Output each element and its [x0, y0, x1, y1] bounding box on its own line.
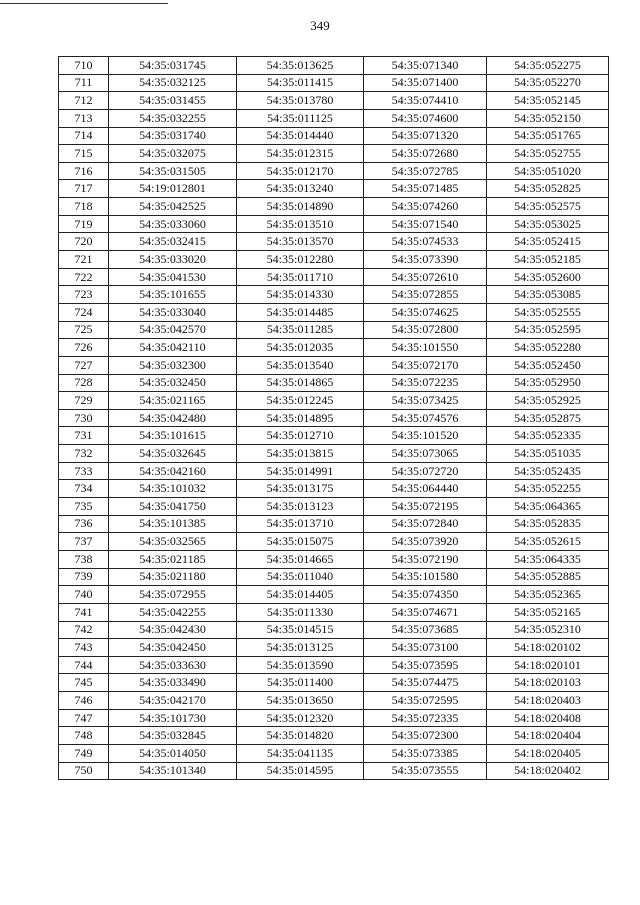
table-row	[59, 621, 609, 639]
code-cell-col2: 54:35:011330	[237, 603, 364, 621]
code-cell-col3: 54:35:072680	[364, 145, 487, 163]
code-cell-col4: 54:35:052150	[487, 109, 609, 127]
row-number-cell: 747	[59, 709, 109, 727]
code-cell-col2: 54:35:014820	[237, 727, 364, 745]
code-cell-col1: 54:35:032415	[109, 233, 237, 251]
code-cell-col2: 54:35:011710	[237, 268, 364, 286]
code-cell-col3: 54:35:071320	[364, 127, 487, 145]
code-cell-col4: 54:35:053025	[487, 215, 609, 233]
table-row	[59, 744, 609, 762]
code-cell-col1: 54:35:101385	[109, 515, 237, 533]
table-row	[59, 109, 609, 127]
row-number-cell: 749	[59, 744, 109, 762]
code-cell-col2: 54:35:013540	[237, 356, 364, 374]
table-row	[59, 233, 609, 251]
row-number-cell: 717	[59, 180, 109, 198]
code-cell-col3: 54:35:074625	[364, 303, 487, 321]
code-cell-col3: 54:35:072190	[364, 550, 487, 568]
code-cell-col1: 54:35:031745	[109, 57, 237, 75]
code-cell-col3: 54:35:073425	[364, 392, 487, 410]
code-cell-col3: 54:35:074600	[364, 109, 487, 127]
code-cell-col1: 54:35:042525	[109, 198, 237, 216]
code-cell-col1: 54:35:101340	[109, 762, 237, 780]
table-row	[59, 445, 609, 463]
page-number: 349	[310, 18, 330, 33]
code-cell-col4: 54:35:052415	[487, 233, 609, 251]
code-cell-col4: 54:18:020405	[487, 744, 609, 762]
code-cell-col1: 54:35:042170	[109, 692, 237, 710]
row-number-cell: 710	[59, 57, 109, 75]
table-row	[59, 127, 609, 145]
row-number-cell: 730	[59, 409, 109, 427]
code-cell-col4: 54:35:052835	[487, 515, 609, 533]
row-number-cell: 728	[59, 374, 109, 392]
code-cell-col3: 54:35:074533	[364, 233, 487, 251]
code-cell-col1: 54:35:033490	[109, 674, 237, 692]
code-cell-col1: 54:35:041750	[109, 498, 237, 516]
row-number-cell: 742	[59, 621, 109, 639]
code-cell-col2: 54:35:013510	[237, 215, 364, 233]
code-cell-col4: 54:35:052825	[487, 180, 609, 198]
code-cell-col2: 54:35:012710	[237, 427, 364, 445]
code-cell-col1: 54:35:101032	[109, 480, 237, 498]
code-cell-col1: 54:35:032255	[109, 109, 237, 127]
code-cell-col1: 54:35:042160	[109, 462, 237, 480]
code-cell-col2: 54:35:013650	[237, 692, 364, 710]
code-cell-col1: 54:35:042450	[109, 639, 237, 657]
row-number-cell: 733	[59, 462, 109, 480]
table-row	[59, 692, 609, 710]
cadastral-code-table	[58, 56, 609, 780]
code-cell-col2: 54:35:015075	[237, 533, 364, 551]
table-row	[59, 162, 609, 180]
code-cell-col1: 54:35:042110	[109, 339, 237, 357]
code-cell-col4: 54:35:052255	[487, 480, 609, 498]
code-cell-col3: 54:35:073385	[364, 744, 487, 762]
code-cell-col4: 54:35:052595	[487, 321, 609, 339]
code-cell-col2: 54:35:014665	[237, 550, 364, 568]
code-cell-col4: 54:35:052925	[487, 392, 609, 410]
code-cell-col4: 54:35:052280	[487, 339, 609, 357]
code-cell-col4: 54:35:051020	[487, 162, 609, 180]
code-cell-col1: 54:35:042480	[109, 409, 237, 427]
code-cell-col4: 54:35:052875	[487, 409, 609, 427]
code-cell-col1: 54:35:031740	[109, 127, 237, 145]
code-cell-col1: 54:35:031455	[109, 92, 237, 110]
table-row	[59, 639, 609, 657]
code-cell-col1: 54:35:101730	[109, 709, 237, 727]
row-number-cell: 737	[59, 533, 109, 551]
code-cell-col2: 54:35:012245	[237, 392, 364, 410]
row-number-cell: 715	[59, 145, 109, 163]
table-row	[59, 550, 609, 568]
code-cell-col1: 54:35:021185	[109, 550, 237, 568]
row-number-cell: 713	[59, 109, 109, 127]
code-cell-col2: 54:35:011400	[237, 674, 364, 692]
code-cell-col2: 54:35:014865	[237, 374, 364, 392]
row-number-cell: 718	[59, 198, 109, 216]
table-row	[59, 727, 609, 745]
row-number-cell: 745	[59, 674, 109, 692]
code-cell-col4: 54:35:052310	[487, 621, 609, 639]
code-cell-col4: 54:35:052575	[487, 198, 609, 216]
code-cell-col4: 54:35:052270	[487, 74, 609, 92]
row-number-cell: 743	[59, 639, 109, 657]
code-cell-col3: 54:35:072335	[364, 709, 487, 727]
code-cell-col2: 54:35:012035	[237, 339, 364, 357]
table-row	[59, 268, 609, 286]
row-number-cell: 720	[59, 233, 109, 251]
code-cell-col3: 54:35:064440	[364, 480, 487, 498]
row-number-cell: 736	[59, 515, 109, 533]
code-cell-col3: 54:35:073390	[364, 251, 487, 269]
code-cell-col3: 54:35:071485	[364, 180, 487, 198]
code-cell-col3: 54:35:072235	[364, 374, 487, 392]
code-cell-col4: 54:35:052755	[487, 145, 609, 163]
code-cell-col3: 54:35:074576	[364, 409, 487, 427]
code-cell-col3: 54:35:073100	[364, 639, 487, 657]
table-row	[59, 462, 609, 480]
code-cell-col3: 54:35:101580	[364, 568, 487, 586]
code-cell-col3: 54:35:101550	[364, 339, 487, 357]
code-cell-col1: 54:35:042570	[109, 321, 237, 339]
code-cell-col3: 54:35:074410	[364, 92, 487, 110]
table-row	[59, 603, 609, 621]
code-cell-col4: 54:35:064335	[487, 550, 609, 568]
code-cell-col4: 54:35:052450	[487, 356, 609, 374]
code-cell-col4: 54:18:020402	[487, 762, 609, 780]
code-cell-col4: 54:35:052275	[487, 57, 609, 75]
code-cell-col2: 54:35:011415	[237, 74, 364, 92]
code-cell-col1: 54:35:032300	[109, 356, 237, 374]
table-row	[59, 374, 609, 392]
code-cell-col1: 54:35:032125	[109, 74, 237, 92]
code-cell-col4: 54:35:052435	[487, 462, 609, 480]
row-number-cell: 727	[59, 356, 109, 374]
code-cell-col1: 54:35:041530	[109, 268, 237, 286]
table-row	[59, 480, 609, 498]
table-row	[59, 57, 609, 75]
row-number-cell: 744	[59, 656, 109, 674]
code-cell-col3: 54:35:073685	[364, 621, 487, 639]
table-row	[59, 409, 609, 427]
code-cell-col2: 54:35:014991	[237, 462, 364, 480]
row-number-cell: 741	[59, 603, 109, 621]
table-row	[59, 198, 609, 216]
code-cell-col1: 54:35:032450	[109, 374, 237, 392]
table-row	[59, 656, 609, 674]
table-row	[59, 321, 609, 339]
code-cell-col4: 54:35:052185	[487, 251, 609, 269]
code-cell-col4: 54:18:020404	[487, 727, 609, 745]
code-cell-col2: 54:35:014485	[237, 303, 364, 321]
code-cell-col2: 54:35:013240	[237, 180, 364, 198]
code-cell-col1: 54:35:021165	[109, 392, 237, 410]
code-cell-col3: 54:35:072785	[364, 162, 487, 180]
code-cell-col2: 54:35:013780	[237, 92, 364, 110]
code-cell-col3: 54:35:072800	[364, 321, 487, 339]
table-row	[59, 568, 609, 586]
code-cell-col2: 54:35:013123	[237, 498, 364, 516]
code-cell-col4: 54:35:052365	[487, 586, 609, 604]
code-cell-col1: 54:35:032845	[109, 727, 237, 745]
code-cell-col1: 54:35:042255	[109, 603, 237, 621]
code-cell-col2: 54:35:013625	[237, 57, 364, 75]
code-cell-col3: 54:35:072170	[364, 356, 487, 374]
row-number-cell: 711	[59, 74, 109, 92]
row-number-cell: 726	[59, 339, 109, 357]
code-cell-col1: 54:35:014050	[109, 744, 237, 762]
code-cell-col4: 54:35:051765	[487, 127, 609, 145]
code-cell-col4: 54:18:020101	[487, 656, 609, 674]
row-number-cell: 738	[59, 550, 109, 568]
table-row	[59, 303, 609, 321]
code-cell-col2: 54:35:014895	[237, 409, 364, 427]
code-cell-col4: 54:35:052615	[487, 533, 609, 551]
row-number-cell: 716	[59, 162, 109, 180]
code-cell-col1: 54:35:032565	[109, 533, 237, 551]
row-number-cell: 723	[59, 286, 109, 304]
code-cell-col3: 54:35:072195	[364, 498, 487, 516]
code-cell-col1: 54:35:033040	[109, 303, 237, 321]
code-cell-col2: 54:35:011125	[237, 109, 364, 127]
table-row	[59, 215, 609, 233]
row-number-cell: 714	[59, 127, 109, 145]
code-cell-col2: 54:35:014890	[237, 198, 364, 216]
code-cell-col3: 54:35:073555	[364, 762, 487, 780]
code-cell-col2: 54:35:012280	[237, 251, 364, 269]
table-row	[59, 180, 609, 198]
code-cell-col3: 54:35:073920	[364, 533, 487, 551]
code-cell-col4: 54:35:051035	[487, 445, 609, 463]
row-number-cell: 739	[59, 568, 109, 586]
code-cell-col1: 54:35:032645	[109, 445, 237, 463]
code-cell-col2: 54:35:012320	[237, 709, 364, 727]
code-cell-col2: 54:35:041135	[237, 744, 364, 762]
code-cell-col2: 54:35:013590	[237, 656, 364, 674]
code-cell-col4: 54:35:052145	[487, 92, 609, 110]
table-row	[59, 286, 609, 304]
code-cell-col2: 54:35:012170	[237, 162, 364, 180]
code-cell-col1: 54:35:031505	[109, 162, 237, 180]
code-cell-col4: 54:35:052600	[487, 268, 609, 286]
code-cell-col3: 54:35:101520	[364, 427, 487, 445]
code-cell-col1: 54:35:033630	[109, 656, 237, 674]
code-cell-col2: 54:35:013125	[237, 639, 364, 657]
code-cell-col3: 54:35:074350	[364, 586, 487, 604]
code-cell-col1: 54:35:032075	[109, 145, 237, 163]
code-cell-col2: 54:35:014595	[237, 762, 364, 780]
code-cell-col2: 54:35:011040	[237, 568, 364, 586]
table-row	[59, 392, 609, 410]
code-cell-col2: 54:35:013175	[237, 480, 364, 498]
row-number-cell: 750	[59, 762, 109, 780]
table-row	[59, 498, 609, 516]
table-row	[59, 356, 609, 374]
table-row	[59, 586, 609, 604]
code-cell-col2: 54:35:014330	[237, 286, 364, 304]
code-cell-col1: 54:35:101615	[109, 427, 237, 445]
table-row	[59, 339, 609, 357]
code-cell-col3: 54:35:071540	[364, 215, 487, 233]
table-row	[59, 145, 609, 163]
table-row	[59, 762, 609, 780]
row-number-cell: 731	[59, 427, 109, 445]
row-number-cell: 746	[59, 692, 109, 710]
row-number-cell: 740	[59, 586, 109, 604]
code-cell-col4: 54:18:020408	[487, 709, 609, 727]
code-cell-col3: 54:35:073595	[364, 656, 487, 674]
code-cell-col2: 54:35:014405	[237, 586, 364, 604]
code-cell-col3: 54:35:072595	[364, 692, 487, 710]
code-cell-col4: 54:35:052555	[487, 303, 609, 321]
code-cell-col3: 54:35:072855	[364, 286, 487, 304]
row-number-cell: 729	[59, 392, 109, 410]
row-number-cell: 712	[59, 92, 109, 110]
code-cell-col2: 54:35:011285	[237, 321, 364, 339]
code-cell-col4: 54:35:052885	[487, 568, 609, 586]
code-cell-col4: 54:18:020403	[487, 692, 609, 710]
row-number-cell: 719	[59, 215, 109, 233]
table-body	[59, 57, 609, 780]
code-cell-col3: 54:35:072300	[364, 727, 487, 745]
code-cell-col2: 54:35:014515	[237, 621, 364, 639]
code-cell-col2: 54:35:012315	[237, 145, 364, 163]
row-number-cell: 732	[59, 445, 109, 463]
table-row	[59, 251, 609, 269]
header-rule	[0, 3, 168, 4]
table-row	[59, 515, 609, 533]
code-cell-col4: 54:35:064365	[487, 498, 609, 516]
code-cell-col4: 54:35:052165	[487, 603, 609, 621]
code-cell-col3: 54:35:074260	[364, 198, 487, 216]
code-cell-col1: 54:35:021180	[109, 568, 237, 586]
row-number-cell: 722	[59, 268, 109, 286]
code-cell-col3: 54:35:073065	[364, 445, 487, 463]
code-cell-col1: 54:19:012801	[109, 180, 237, 198]
table-row	[59, 709, 609, 727]
code-cell-col3: 54:35:071340	[364, 57, 487, 75]
table-row	[59, 427, 609, 445]
code-cell-col3: 54:35:072840	[364, 515, 487, 533]
code-cell-col2: 54:35:014440	[237, 127, 364, 145]
row-number-cell: 724	[59, 303, 109, 321]
code-cell-col3: 54:35:074671	[364, 603, 487, 621]
code-cell-col1: 54:35:042430	[109, 621, 237, 639]
code-cell-col4: 54:18:020102	[487, 639, 609, 657]
row-number-cell: 725	[59, 321, 109, 339]
code-cell-col3: 54:35:074475	[364, 674, 487, 692]
code-cell-col4: 54:18:020103	[487, 674, 609, 692]
row-number-cell: 748	[59, 727, 109, 745]
code-cell-col1: 54:35:033020	[109, 251, 237, 269]
code-cell-col2: 54:35:013815	[237, 445, 364, 463]
table-row	[59, 92, 609, 110]
code-cell-col4: 54:35:052335	[487, 427, 609, 445]
code-cell-col4: 54:35:053085	[487, 286, 609, 304]
row-number-cell: 734	[59, 480, 109, 498]
table-row	[59, 674, 609, 692]
code-cell-col4: 54:35:052950	[487, 374, 609, 392]
code-cell-col1: 54:35:033060	[109, 215, 237, 233]
code-cell-col3: 54:35:071400	[364, 74, 487, 92]
code-cell-col1: 54:35:072955	[109, 586, 237, 604]
table-row	[59, 74, 609, 92]
code-cell-col1: 54:35:101655	[109, 286, 237, 304]
code-cell-col3: 54:35:072720	[364, 462, 487, 480]
code-cell-col3: 54:35:072610	[364, 268, 487, 286]
table-row	[59, 533, 609, 551]
row-number-cell: 721	[59, 251, 109, 269]
row-number-cell: 735	[59, 498, 109, 516]
code-cell-col2: 54:35:013570	[237, 233, 364, 251]
code-cell-col2: 54:35:013710	[237, 515, 364, 533]
